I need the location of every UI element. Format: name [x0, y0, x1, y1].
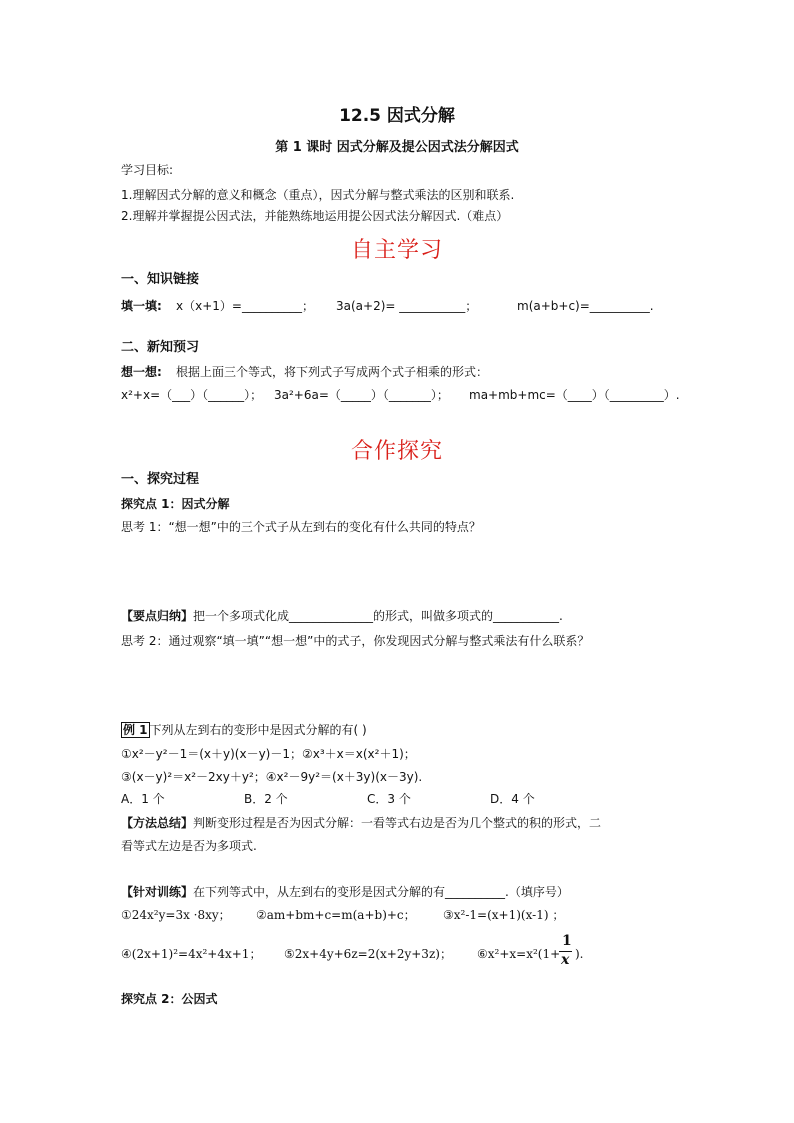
fill-label: 填一填: [121, 299, 162, 313]
doc-subtitle: 第 1 课时 因式分解及提公因式法分解因式 [275, 140, 519, 155]
knowledge-link-heading: 一、知识链接 [121, 272, 200, 287]
think-text: 根据上面三个等式，将下列式子写成两个式子相乘的形式： [176, 365, 489, 379]
drill-item-5: ⑤2x+4y+6z=2(x+2y+3z)； [284, 947, 452, 961]
fill-c: m(a+b+c)=__________. [517, 299, 654, 313]
example-1-text: 下列从左到右的变形中是因式分解的有( ) [149, 723, 367, 737]
question-1: 思考 1：“想一想”中的三个式子从左到右的变化有什么共同的特点？ [121, 520, 481, 534]
preview-b: 3a²+6a=（_____）（_______）； [274, 388, 449, 402]
preview-c: ma+mb+mc=（____）（_________）. [469, 388, 680, 402]
key-points-label: 【要点归纳】 [121, 609, 194, 623]
goal-2: 2.理解并掌握提公因式法，并能熟练地运用提公因式法分解因式.（难点） [121, 209, 509, 223]
fill-a: x（x+1）=__________； [176, 299, 314, 313]
option-d: D．4 个 [490, 792, 535, 806]
key-points [121, 608, 563, 625]
example-1-label: 例 1 [123, 723, 148, 737]
think-label: 想一想: [121, 365, 162, 379]
section-title-cooperative: 合作探究 [350, 439, 443, 464]
option-b: B．2 个 [244, 792, 288, 806]
drill-item-1: ①24x²y=3x ·8xy； [121, 908, 231, 922]
preview-heading: 二、新知预习 [121, 340, 200, 355]
preview-a: x²+x=（___）（______）； [121, 388, 263, 402]
option-a: A．1 个 [121, 792, 165, 806]
goal-1: 1.理解因式分解的意义和概念（重点），因式分解与整式乘法的区别和联系. [121, 188, 515, 202]
drill-item-3: ③x²-1=(x+1)(x-1) ； [443, 908, 565, 922]
method-summary-label: 【方法总结】 [121, 816, 194, 830]
example-line-2: ③(x－y)²＝x²－2xy＋y²；④x²－9y²＝(x＋3y)(x－3y). [121, 770, 423, 784]
method-summary-line-2: 看等式左边是否为多项式. [121, 839, 257, 853]
fraction-numerator: 1 [562, 933, 572, 949]
drill-item-6: ⑥x²+x=x²(1+ [477, 947, 561, 961]
section-title-self-study: 自主学习 [350, 238, 443, 263]
drill-item-6-end: ). [575, 947, 584, 961]
method-summary-text: 判断变形过程是否为因式分解：一看等式右边是否为几个整式的积的形式，二 [193, 816, 602, 830]
fraction-denominator: x [561, 952, 570, 968]
example-1 [121, 722, 367, 739]
drill-item-4: ④(2x+1)²=4x²+4x+1； [121, 947, 262, 961]
option-c: C．3 个 [367, 792, 411, 806]
question-2: 思考 2：通过观察“填一填”“想一想”中的式子，你发现因式分解与整式乘法有什么联系？ [121, 634, 590, 648]
point-1-heading: 探究点 1：因式分解 [121, 497, 230, 511]
fill-b: 3a(a+2)= ___________； [336, 299, 478, 313]
drill-item-2: ②am+bm+c=m(a+b)+c； [256, 908, 416, 922]
process-heading: 一、探究过程 [121, 472, 200, 487]
doc-title: 12.5 因式分解 [339, 106, 455, 126]
targeted-drill [121, 884, 569, 901]
method-summary [121, 815, 601, 832]
targeted-drill-text: 在下列等式中，从左到右的变形是因式分解的有__________.（填序号） [193, 885, 569, 899]
goals-heading: 学习目标: [121, 163, 174, 177]
point-2-heading: 探究点 2：公因式 [121, 992, 218, 1006]
example-line-1: ①x²－y²－1＝(x＋y)(x－y)－1；②x³＋x＝x(x²＋1)； [121, 747, 416, 761]
drill-item-6-fraction [559, 933, 573, 971]
key-points-text: 把一个多项式化成______________的形式，叫做多项式的___________. [193, 609, 563, 623]
targeted-drill-label: 【针对训练】 [121, 885, 194, 899]
